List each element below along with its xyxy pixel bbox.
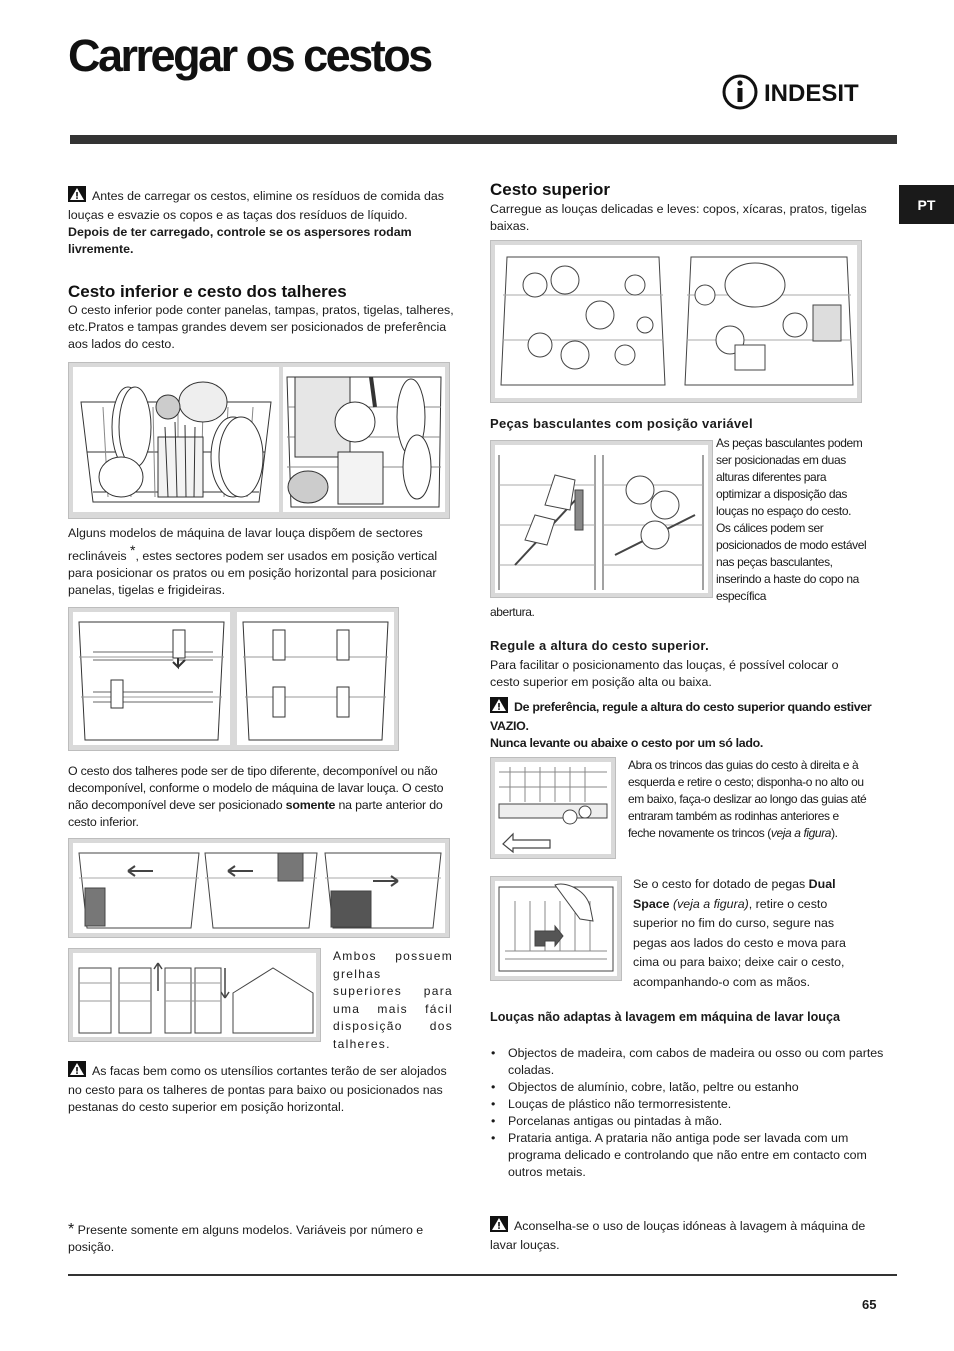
lower-basket-figure <box>68 362 450 519</box>
height-warning-bold-2: Nunca levante ou abaixe o cesto por um só lado. <box>490 736 764 750</box>
sectors-text-a: Alguns modelos de máquina de lavar louça dispõem de sectores reclináveis <box>68 526 423 564</box>
warning-triangle-icon <box>68 1061 86 1082</box>
warning-triangle-icon <box>68 186 86 207</box>
knives-text: As facas bem como os utensílios cortantes terão de ser alojados no cesto para os talheres de pontas para baixo ou posicionados nas pestanas do cesto superior em posição horizontal. <box>68 1064 447 1114</box>
unsuitable-heading: Louças não adaptas à lavagem em máquina de lavar louça <box>490 1010 840 1024</box>
sectors-text-b: , estes sectores podem ser usados em posição vertical para posicionar os pratos ou em posição horizontal para posicionar panelas, tigelas e frigideiras. <box>68 549 438 598</box>
advice-text: Aconselha-se o uso de louças idóneas à lavagem à máquina de lavar louças. <box>490 1219 866 1252</box>
dual-text-b: , retire o cesto superior no fim do curso, segure nas pegas aos lados do cesto e mova para cima ou para baixo; deixe cair o cesto, acompanhando-o com as mãos. <box>633 896 846 989</box>
upper-basket-text: Carregue as louças delicadas e leves: copos, xícaras, pratos, tigelas baixas. <box>490 202 867 233</box>
sectors-left-drawing <box>73 612 230 745</box>
sectors-figure <box>68 607 399 751</box>
advice-block <box>490 1216 870 1254</box>
unsuitable-list <box>490 1045 888 1181</box>
language-tab: PT <box>899 185 954 224</box>
warning-triangle-icon <box>490 1216 508 1237</box>
lower-basket-text: O cesto inferior pode conter panelas, tampas, pratos, tigelas, talheres, etc.Pratos e tampas grandes devem ser posicionados de preferência aos lados do cesto. <box>68 303 454 351</box>
height-warning-block <box>490 697 874 752</box>
cutlery-bold: somente <box>285 798 336 812</box>
upper-basket-heading: Cesto superior <box>490 180 610 199</box>
rails-text <box>628 757 868 842</box>
indesit-logo <box>722 72 872 112</box>
dual-space-figure <box>490 876 622 981</box>
upper-basket-drawing <box>495 245 857 398</box>
rails-text-a: Abra os trincos das guias do cesto à direita e à esquerda e retire o cesto; disponha-o no alto ou em baixo, faça-o deslizar ao longo das guias até entraram também as rodinhas anteriores e feche novamente os trincos ( <box>628 758 867 840</box>
list-item: • Objectos de alumínio, cobre, latão, peltre ou estanho <box>508 1079 888 1096</box>
rails-text-b: ). <box>831 826 838 840</box>
cutlery-grids-text: Ambos possuem grelhas superiores para uma mais fácil disposição dos talheres. <box>333 949 453 1051</box>
dual-text-a: Se o cesto for dotado de pegas <box>633 877 809 891</box>
height-warning-bold: De preferência, regule a altura do cesto superior quando estiver VAZIO. <box>490 700 872 733</box>
rails-drawing <box>495 762 611 854</box>
lower-basket-left-drawing <box>73 367 279 512</box>
rails-figure <box>490 757 616 859</box>
height-text: Para facilitar o posicionamento das louças, é possível colocar o cesto superior em posição alta ou baixa. <box>490 658 839 689</box>
dual-bold: Dual Space <box>633 877 836 911</box>
tilt-figure <box>490 440 713 598</box>
footer-rule <box>68 1274 897 1276</box>
page-title: Carregar os cestos <box>68 30 431 81</box>
tilt-heading: Peças basculantes com posição variável <box>490 416 753 431</box>
tilt-text-end: abertura. <box>490 605 535 619</box>
page-number: 65 <box>862 1297 877 1312</box>
cutlery-grid-drawing <box>73 953 316 1037</box>
list-item: • Louças de plástico não termorresistente. <box>508 1096 888 1113</box>
list-item: • Prataria antiga. A prataria não antiga pode ser lavada com um programa delicado e controlando que não entre em contacto com outros metais. <box>508 1130 888 1181</box>
dual-italic: (veja a figura) <box>669 896 749 911</box>
warning-triangle-icon <box>490 697 508 718</box>
footnote-star: * <box>68 1221 75 1238</box>
cutlery-drawing <box>73 843 445 933</box>
sectors-footnote-star: * <box>129 542 136 558</box>
brand-name: INDESIT <box>764 80 859 107</box>
dual-space-text <box>633 875 869 992</box>
cutlery-grid-figure <box>68 948 321 1042</box>
cutlery-figure <box>68 838 450 938</box>
height-heading: Regule a altura do cesto superior. <box>490 638 709 653</box>
intro-bold-text: Depois de ter carregado, controle se os aspersores rodam livremente. <box>68 225 412 256</box>
intro-text: Antes de carregar os cestos, elimine os resíduos de comida das louças e esvazie os copos e as taças dos resíduos de líquido. <box>68 189 444 222</box>
cutlery-text <box>68 763 456 831</box>
list-item: • Objectos de madeira, com cabos de madeira ou osso ou com partes coladas. <box>508 1045 888 1079</box>
intro-block <box>68 186 456 258</box>
header-rule <box>70 135 897 144</box>
footnote-text: Presente somente em alguns modelos. Variáveis por número e posição. <box>68 1223 424 1254</box>
dual-space-drawing <box>495 881 617 976</box>
tilt-text: As peças basculantes podem ser posicionadas em duas alturas diferentes para optimizar a disposição das louças no espaço do cesto. Os cálices podem ser posicionados de modo estável nas peças basculantes, inserindo a haste do copo na específica <box>716 436 867 603</box>
footnote <box>68 1221 458 1256</box>
knives-block <box>68 1061 456 1116</box>
cutlery-text-b: na parte anterior do cesto inferior. <box>68 798 443 829</box>
cutlery-text-a: O cesto dos talheres pode ser de tipo diferente, decomponível ou não decomponível, conforme o modelo de máquina de lavar louça. O cesto não decomponível deve ser posicionado <box>68 764 444 812</box>
list-item: • Porcelanas antigas ou pintadas à mão. <box>508 1113 888 1130</box>
sectors-right-drawing <box>237 612 394 745</box>
tilt-drawing <box>495 445 708 593</box>
lower-basket-heading: Cesto inferior e cesto dos talheres <box>68 282 347 301</box>
sectors-text <box>68 525 456 599</box>
lower-basket-right-drawing <box>283 367 445 512</box>
upper-basket-figure <box>490 240 862 403</box>
rails-italic: veja a figura <box>770 826 832 840</box>
